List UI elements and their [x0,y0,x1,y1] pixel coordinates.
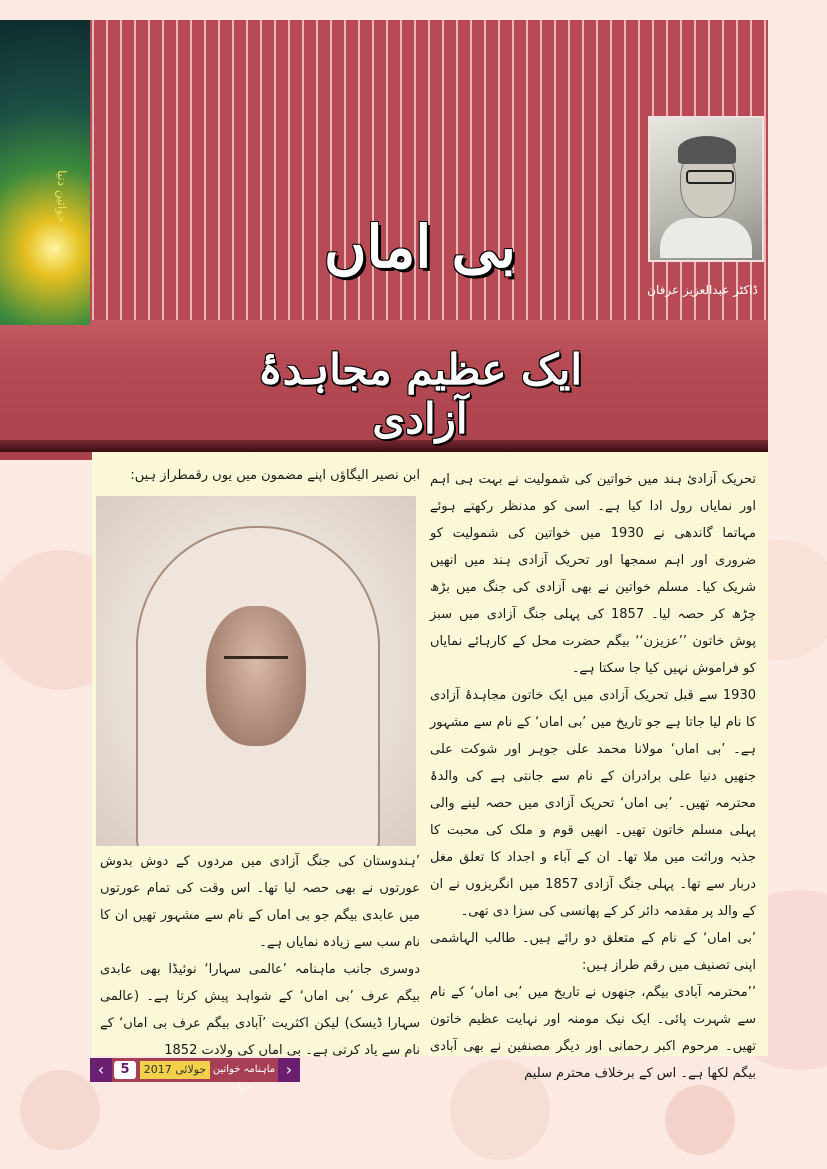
bi-amma-portrait [96,496,416,846]
right-column [430,466,756,1087]
paragraph: 1930 سے قبل تحریک آزادی میں ایک خاتون مجاہدۂ آزادی کا نام لیا جاتا ہے جو تاریخ میں ’بی اماں‘ کے نام سے مشہور ہے۔ ’بی اماں‘ مولانا محمد علی جوہر اور شوکت علی جنھیں دنیا علی برادران کے نام سے جانتی ہے کی والدۂ محترمہ تھیں۔ ’بی اماں‘ تحریک آزادی میں حصہ لینے والی پہلی مسلم خاتون تھیں۔ انھیں قوم و ملک کی محبت کا جذبہ وراثت میں ملا تھا۔ ان کے آباء و اجداد کا تعلق مغل دربار سے تھا۔ پہلی جنگ آزادی 1857 میں انگریزوں نے ان کے والد پر مقدمہ دائر کر کے پھانسی کی سزا دی تھی۔ [430,688,757,919]
issue-date: جولائی 2017 [140,1061,210,1079]
author-name: ڈاکٹر عبدالعزیز عرفان [647,283,758,297]
paragraph: دوسری جانب ماہنامہ ’عالمی سہارا‘ نوئیڈا بھی عابدی بیگم عرف ’بی اماں‘ کے شواہد پیش کرتا ہے۔ (عالمی سہارا ڈیسک) لیکن اکثریت ’آبادی بیگم عرف بی اماں‘ کے نام سے یاد کرتی ہے۔ بی اماں کی ولادت 1852 [100,962,420,1058]
paragraph: ابن نصیر الیگاؤں اپنے مضمون میں یوں رقمطراز ہیں: [130,468,420,483]
magazine-name: ماہنامہ خواتین دنیا [212,1064,276,1093]
chevron-left-icon: ‹ [90,1058,112,1082]
magazine-cover-strip [0,20,90,325]
paragraph: ’ہندوستان کی جنگ آزادی میں مردوں کے دوش بدوش عورتوں نے بھی حصہ لیا تھا۔ اس وقت کی تمام عورتوں میں عابدی بیگم جو بی اماں کے نام سے مشہور تھیں ان کا نام سب سے زیادہ نمایاں ہے۔ [100,854,420,950]
page-footer [90,1058,300,1093]
page-number: 5 [114,1061,136,1079]
paragraph: تحریک آزادیٔ ہند میں خواتین کی شمولیت نے بہت ہی اہم اور نمایاں رول ادا کیا ہے۔ اسی کو مدنظر رکھتے ہوئے مہاتما گاندھی نے 1930 میں خواتین کی شمولیت کو ضروری اور اہم سمجھا اور تحریک آزادی ہند میں انھیں شریک کیا۔ مسلم خواتین نے بھی آزادی کی جنگ میں بڑھ چڑھ کر حصہ لیا۔ 1857 کی پہلی جنگ آزادی میں سبز پوش خاتون ’’عزیزن‘‘ بیگم حضرت محل کے کارہائے نمایاں کو فراموش نہیں کیا جا سکتا ہے۔ [430,472,756,676]
paragraph: ’بی اماں‘ کے نام کے متعلق دو رائے ہیں۔ طالب الہاشمی اپنی تصنیف میں رقم طراز ہیں: [430,931,756,973]
chevron-right-icon: › [278,1058,300,1082]
article-title: بی اماں [323,213,517,281]
paragraph: ’’محترمہ آبادی بیگم، جنھوں نے تاریخ میں ’بی اماں‘ کے نام سے شہرت پائی۔ ایک نیک مومنہ اور نہایت عظیم خاتون تھیں۔ مرحوم اکبر رحمانی اور دیگر مصنفین نے بھی آبادی بیگم لکھا ہے۔ اس کے برخلاف محترم سلیم [430,985,756,1081]
article-subtitle: ایک عظیم مجاہدۂ آزادی [257,345,582,443]
left-column-intro [100,462,420,489]
author-photo [648,116,764,262]
cover-vertical-text: خواتین دنیا [55,170,69,223]
left-column-quote [100,848,420,1064]
